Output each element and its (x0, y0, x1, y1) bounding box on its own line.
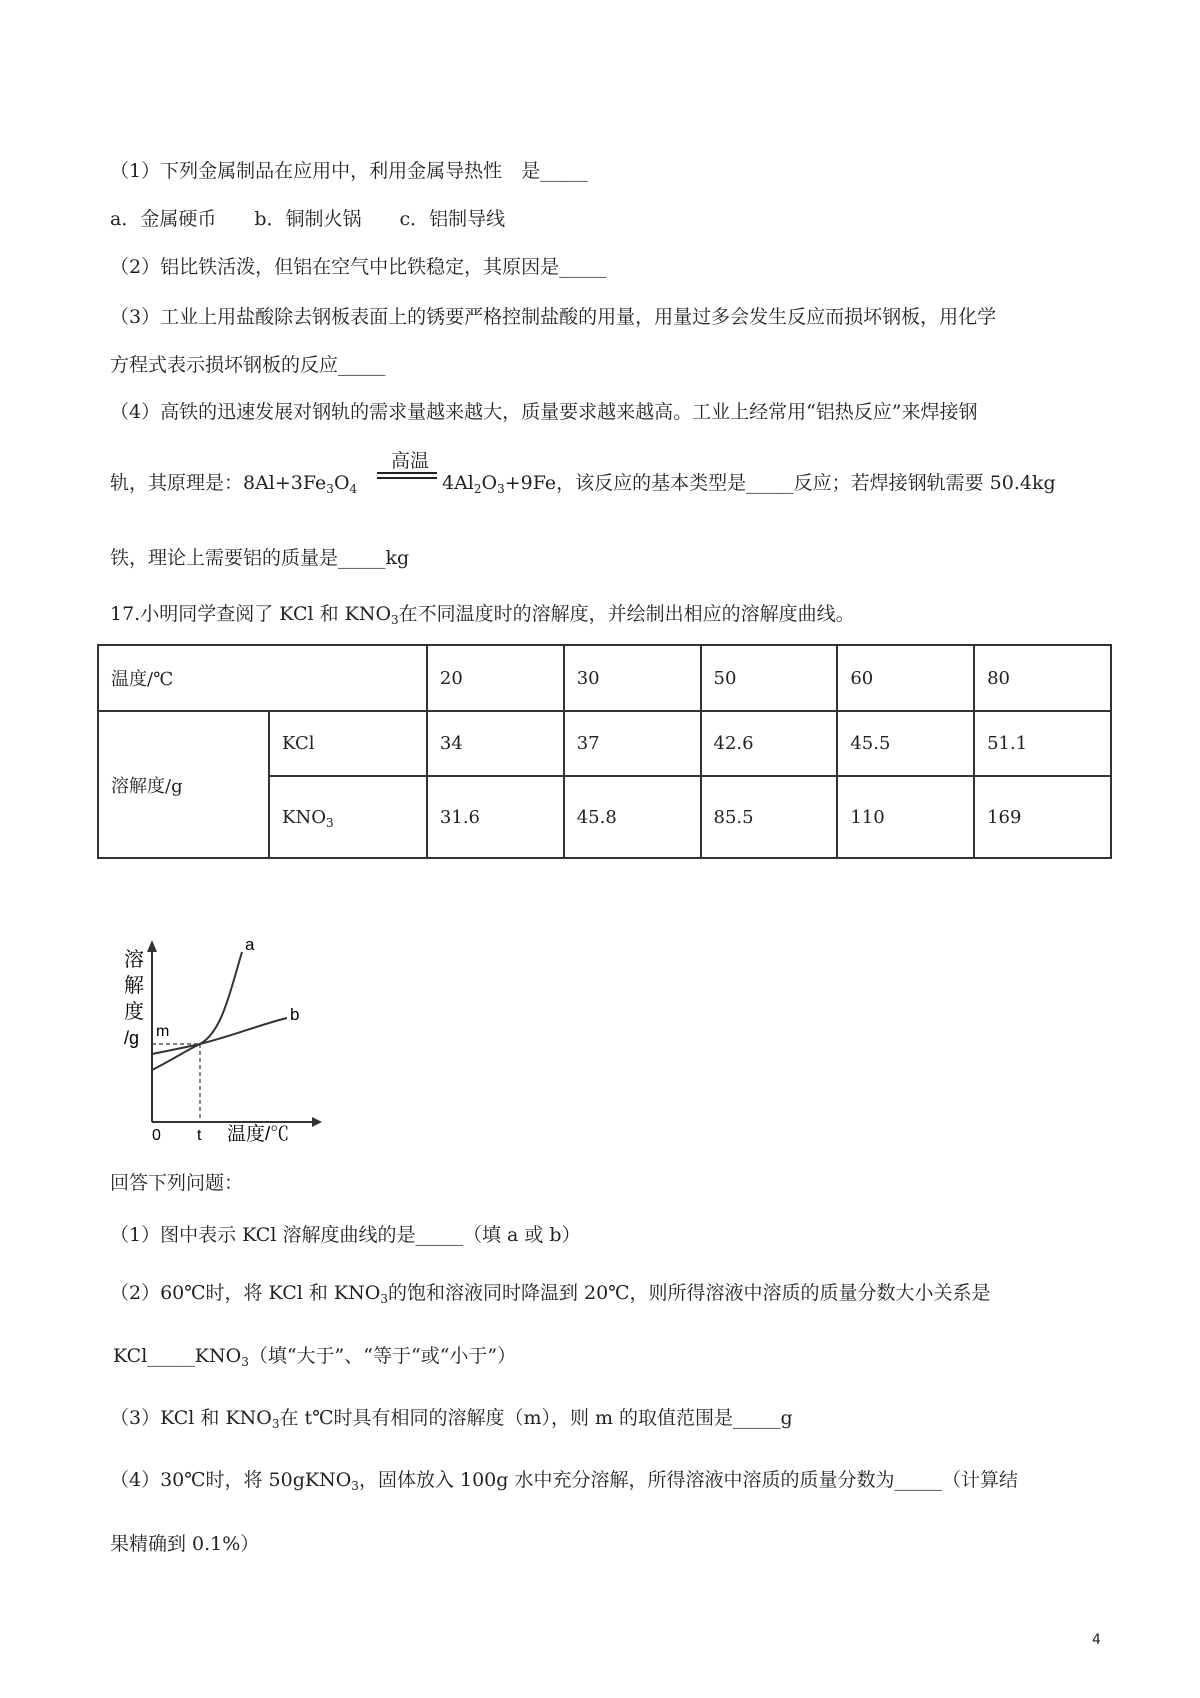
equation-bar-top (377, 472, 437, 474)
q16-part3-line2: 方程式表示损坏钢板的反应_____ (110, 354, 386, 376)
temp-label: 温度/℃ (98, 645, 427, 711)
origin-label: 0 (152, 1127, 161, 1142)
y-tick-label: m (156, 1023, 170, 1040)
solubility-table (97, 644, 1112, 859)
kcl-cell: 42.6 (701, 711, 838, 776)
q16-part2: （2）铝比铁活泼，但铝在空气中比铁稳定，其原因是_____ (110, 256, 607, 278)
kno3-cell: 169 (974, 776, 1111, 858)
series-b-line (152, 1018, 287, 1054)
kno3-cell: 85.5 (701, 776, 838, 858)
y-axis-arrow (147, 940, 157, 952)
kcl-label: KCl (269, 711, 427, 776)
q16-part4-line2-right: $4Al_2O_3+9Fe$，该反应的基本类型是_____反应；若焊接钢轨需要 50.4kg (442, 472, 1056, 496)
x-axis-label: 温度/℃ (227, 1124, 290, 1142)
series-b-label: b (290, 1005, 300, 1024)
q16-part4-line1: （4）高铁的迅速发展对钢轨的需求量越来越大，质量要求越来越高。工业上经常用“铝热反应”来焊接钢 (110, 401, 978, 423)
temp-cell: 60 (837, 645, 974, 711)
table-row (98, 645, 1111, 711)
kno3-cell: 110 (837, 776, 974, 858)
temp-cell: 30 (564, 645, 701, 711)
temp-cell: 20 (427, 645, 564, 711)
x-tick-label: t (197, 1127, 202, 1142)
x-axis-arrow (312, 1117, 322, 1127)
q17-part1: （1）图中表示 KCl 溶解度曲线的是_____（填 a 或 b） (110, 1224, 581, 1246)
ylabel-char: 解 (124, 975, 144, 997)
kcl-cell: 34 (427, 711, 564, 776)
kcl-cell: 37 (564, 711, 701, 776)
q17-part2-line2: $KCl\_\_\_\_\_KNO_3$（填“大于”、“等于“或“小于”） (113, 1345, 517, 1369)
q16-part3-line1: （3）工业上用盐酸除去钢板表面上的锈要严格控制盐酸的用量，用量过多会发生反应而损坏钢板，用化学 (110, 306, 997, 328)
ylabel-char: /g (124, 1028, 140, 1048)
page-number: 4 (1092, 1632, 1101, 1648)
q17-intro: 17.小明同学查阅了 KCl 和 $KNO_3$在不同温度时的溶解度，并绘制出相应的溶解度曲线。 (110, 603, 855, 627)
kno3-label: $KNO_3$ (269, 776, 427, 858)
kno3-cell: 45.8 (564, 776, 701, 858)
equation-bar-bottom (377, 477, 437, 479)
reaction-condition: 高温 (390, 450, 429, 472)
q16-part4-line2-left: 轨，其原理是：$8Al+3Fe_3O_4$ (110, 472, 358, 496)
q17-part3: （3）KCl 和 $KNO_3$在 t℃时具有相同的溶解度（m），则 m 的取值范围是_____g (110, 1407, 793, 1431)
q16-part4-line3: 铁，理论上需要铝的质量是_____kg (110, 547, 410, 569)
solubility-chart (112, 932, 322, 1142)
q16-part1-options: a．金属硬币 b．铜制火锅 c．铝制导线 (110, 208, 506, 230)
kcl-cell: 45.5 (837, 711, 974, 776)
temp-cell: 50 (701, 645, 838, 711)
temp-cell: 80 (974, 645, 1111, 711)
q17-part2-line1: （2）60℃时，将 KCl 和 $KNO_3$的饱和溶液同时降温到 20℃，则所得溶液中溶质的质量分数大小关系是 (110, 1282, 991, 1306)
series-a-label: a (245, 935, 255, 954)
kno3-cell: 31.6 (427, 776, 564, 858)
q17-part4-line2: 果精确到 0.1%） (110, 1533, 260, 1555)
q17-answer-intro: 回答下列问题： (110, 1172, 244, 1194)
ylabel-char: 度 (124, 1001, 144, 1023)
kcl-cell: 51.1 (974, 711, 1111, 776)
q16-part1: （1）下列金属制品在应用中，利用金属导热性 是_____ (110, 160, 588, 182)
table-row (98, 711, 1111, 776)
q17-part4-line1: （4）30℃时，将 50gKNO$_3$，固体放入 100g 水中充分溶解，所得溶液中溶质的质量分数为_____（计算结 (110, 1469, 1018, 1493)
ylabel-char: 溶 (124, 949, 144, 971)
solubility-label: 溶解度/g (98, 711, 269, 858)
